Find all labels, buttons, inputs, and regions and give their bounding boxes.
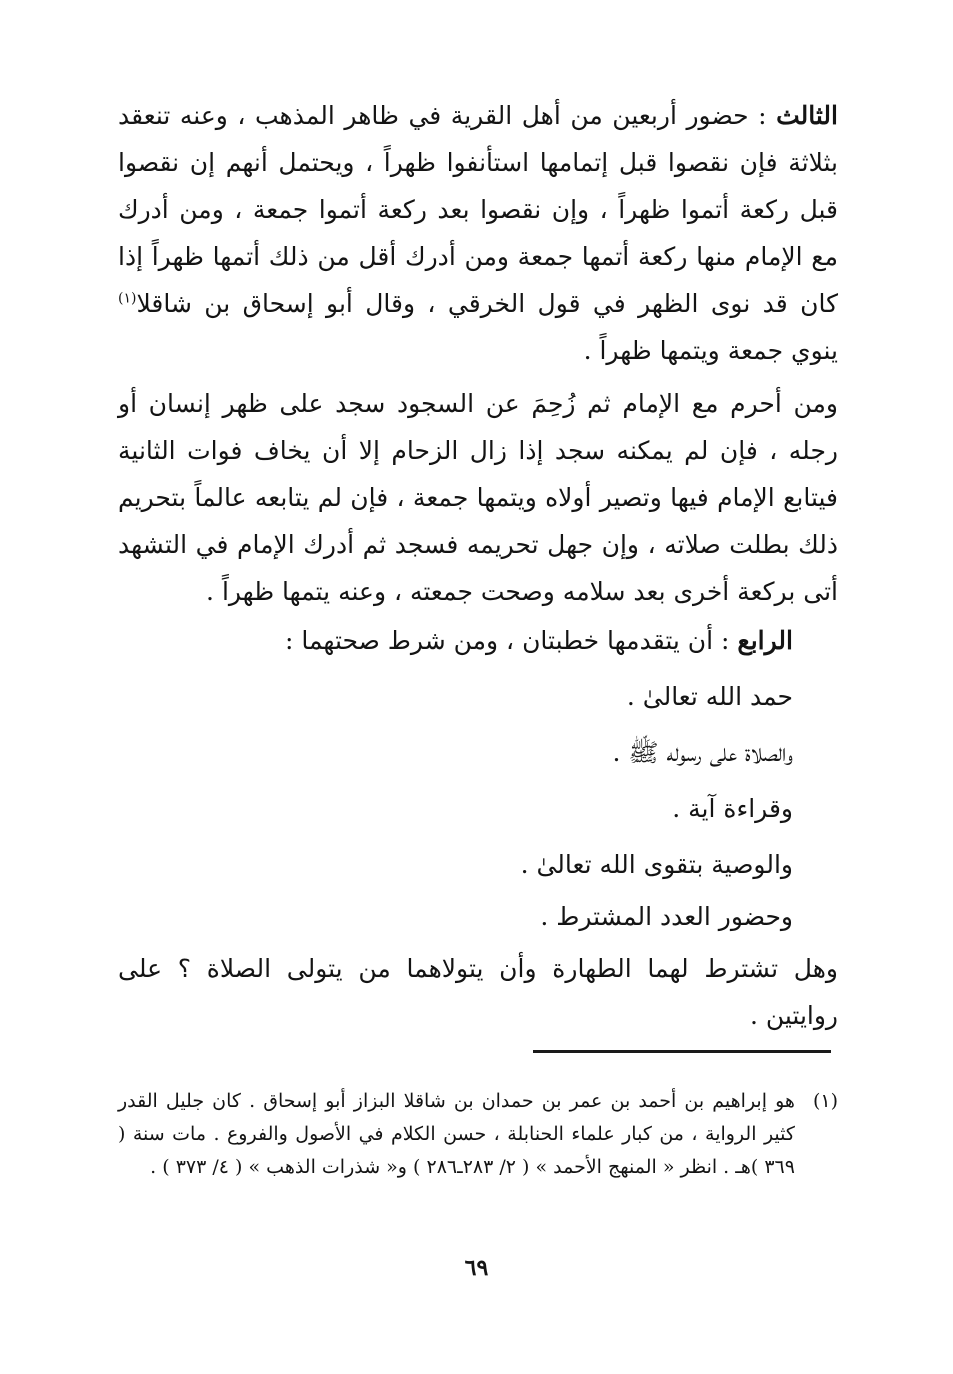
paragraph-text: وهل تشترط لهما الطهارة وأن يتولاهما من يتولى الصلاة ؟ على روايتين . — [118, 954, 838, 1030]
condition-item: حمد الله تعالىٰ . — [626, 682, 793, 711]
paragraph-text: : أن يتقدمها خطبتان ، ومن شرط صحتهما : — [284, 626, 738, 655]
paragraph-lead-word: الثالث — [776, 101, 838, 130]
footnote-text: هو إبراهيم بن أحمد بن عمر بن حمدان بن شاقلا البزاز أبو إسحاق . كان جليل القدر كثير الرواية ، من كبار علماء الحنابلة ، حسن الكلام في الأصول والفروع . مات سنة ( ٣٦٩ )هـ . انظر « المنهج الأحمد » ( ٢/ ٢٨٣ـ٢٨٦ ) و« شذرات الذهب » ( ٤/ ٣٧٣ ) . — [118, 1090, 795, 1178]
footnote-number: (١) — [812, 1090, 838, 1112]
paragraph-text: : حضور أربعين من أهل القرية في ظاهر المذهب ، وعنه تنعقد بثلاثة فإن نقصوا قبل إتمامها استأنفوا ظهراً ، ويحتمل أنهم إن نقصوا قبل ركعة أتموا ظهراً ، وإن نقصوا بعد ركعة أتموا جمعة ، ومن أدرك مع الإمام منها ركعة أتمها جمعة ومن أدرك أقل من ذلك أتمها ظهراً إذا كان قد نوى الظهر في قول الخرقي ، وقال أبو إسحاق بن شاقلا — [118, 101, 838, 318]
fourth-condition-heading — [285, 617, 793, 664]
footnote-separator — [533, 1050, 831, 1053]
paragraph-third-condition — [118, 92, 838, 374]
paragraph-text: ومن أحرم مع الإمام ثم زُحِمَ عن السجود سجد على ظهر إنسان أو رجله ، فإن لم يمكنه سجد إذا زال الزحام إلا أن يخاف فوات الثانية فيتابع الإمام فيها وتصير أولاه ويتمها جمعة ، فإن لم يتابعه عالماً بتحريم ذلك بطلت صلاته ، وإن جهل تحريمه فسجد ثم أدرك الإمام في التشهد أتى بركعة أخرى بعد سلامه وصحت جمعته ، وعنه يتمها ظهراً . — [118, 389, 838, 606]
page-number: ٦٩ — [464, 1255, 489, 1281]
condition-item: وقراءة آية . — [672, 794, 793, 823]
paragraph-lead-word: الرابع — [737, 626, 793, 655]
paragraph-prostration-crowding — [118, 380, 838, 615]
footnote-reference: (١) — [118, 290, 137, 307]
condition-item: والوصية بتقوى الله تعالىٰ . — [520, 850, 793, 879]
paragraph-two-narrations — [118, 945, 838, 1039]
condition-item: وحضور العدد المشترط . — [540, 902, 793, 931]
condition-item: والصلاة على رسوله ﷺ . — [612, 738, 793, 767]
paragraph-text-continued: ينوي جمعة ويتمها ظهراً . — [583, 336, 838, 365]
footnote — [118, 1085, 838, 1184]
